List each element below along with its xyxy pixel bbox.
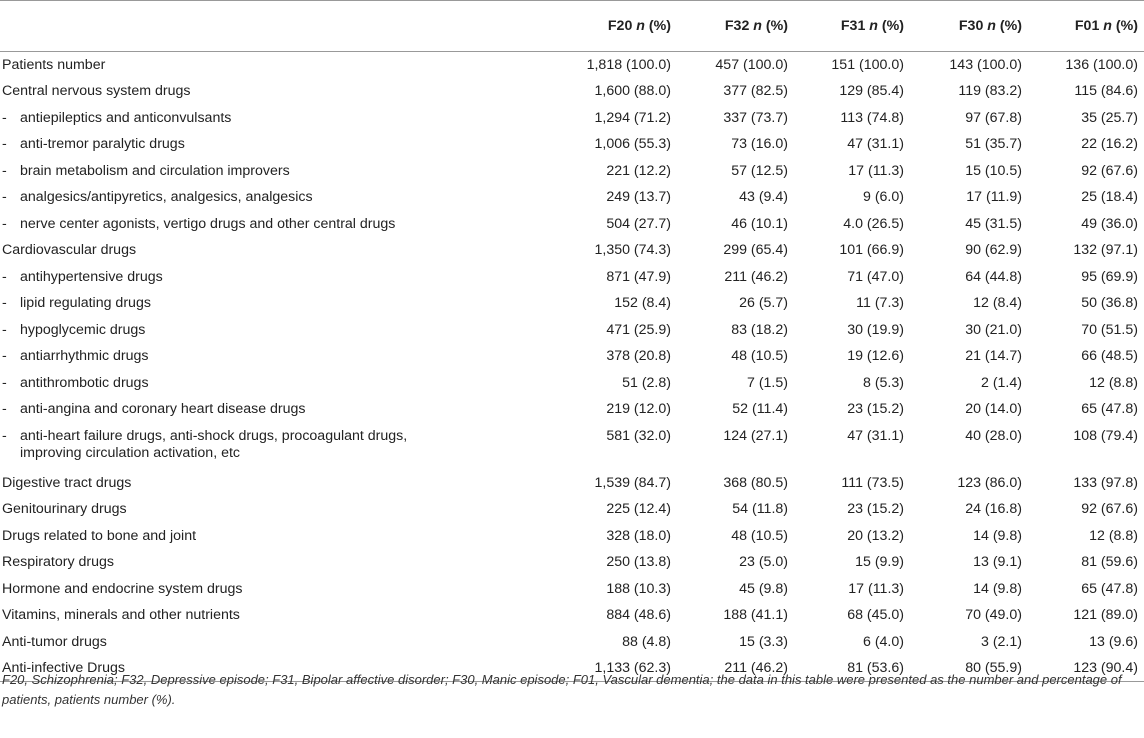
table-row — [0, 396, 1144, 423]
value-cell-f31: 6 (4.0) — [862, 633, 904, 650]
value-cell-f31: 20 (13.2) — [847, 527, 904, 544]
row-label-cell — [0, 184, 460, 211]
row-label-cell — [0, 131, 460, 158]
value-cell-f32: 337 (73.7) — [723, 109, 788, 126]
column-pct: (%) — [881, 17, 904, 34]
value-cell-f30: 80 (55.9) — [910, 655, 1028, 682]
row-label-cell — [0, 549, 460, 576]
value-cell-f31: 15 (9.9) — [855, 554, 904, 570]
sub-item-dash: - — [2, 215, 7, 232]
value-cell-f30: 123 (86.0) — [957, 474, 1022, 491]
value-cell-f01: 49 (36.0) — [1081, 215, 1138, 232]
row-label: brain metabolism and circulation improvers — [20, 162, 290, 179]
value-cell-f32: 54 (11.8) — [732, 501, 788, 517]
column-n: n — [987, 17, 996, 34]
row-label-cell — [0, 264, 460, 291]
sub-item-dash: - — [2, 401, 7, 417]
row-label-cell — [0, 496, 460, 523]
value-cell-f30: 3 (2.1) — [980, 633, 1022, 650]
value-cell-f31: 23 (15.2) — [847, 501, 904, 517]
value-cell-f20: 471 (25.9) — [606, 321, 671, 338]
table-row — [0, 343, 1144, 370]
row-label: analgesics/antipyretics, analgesics, analgesics — [20, 189, 313, 205]
value-cell-f32: 57 (12.5) — [731, 162, 788, 179]
column-n: n — [636, 17, 645, 34]
table-row — [0, 290, 1144, 317]
value-cell-f20: 1,350 (74.3) — [594, 242, 671, 258]
value-cell-f01: 92 (67.6) — [1081, 501, 1138, 517]
value-cell-f32: 52 (11.4) — [732, 401, 788, 417]
row-label: antihypertensive drugs — [20, 268, 163, 285]
value-cell-f30: 40 (28.0) — [965, 427, 1022, 444]
row-label: nerve center agonists, vertigo drugs and other central drugs — [20, 215, 396, 232]
table-row — [0, 264, 1144, 291]
sub-item-dash: - — [2, 189, 7, 205]
row-label-cell — [0, 211, 460, 238]
table-row — [0, 496, 1144, 523]
value-cell-f01: 123 (90.4) — [1028, 655, 1144, 682]
value-cell-f20: 225 (12.4) — [606, 501, 671, 517]
table-row — [0, 602, 1144, 629]
value-cell-f31: 81 (53.6) — [794, 655, 910, 682]
value-cell-f20: 378 (20.8) — [606, 348, 671, 364]
value-cell-f20: 884 (48.6) — [606, 607, 671, 623]
row-label: anti-angina and coronary heart disease drugs — [20, 401, 306, 417]
value-cell-f32: 26 (5.7) — [739, 295, 788, 311]
value-cell-f01: 65 (47.8) — [1081, 401, 1138, 417]
row-label: Respiratory drugs — [2, 554, 114, 570]
row-label: Cardiovascular drugs — [2, 242, 137, 258]
value-cell-f31: 19 (12.6) — [847, 348, 904, 364]
value-cell-f31: 47 (31.1) — [847, 136, 904, 152]
value-cell-f30: 70 (49.0) — [965, 607, 1022, 623]
table-row — [0, 184, 1144, 211]
value-cell-f30: 119 (83.2) — [958, 83, 1022, 99]
value-cell-f01: 65 (47.8) — [1081, 580, 1138, 597]
value-cell-f31: 8 (5.3) — [862, 374, 904, 391]
row-label-cell — [0, 629, 460, 656]
value-cell-f01: 121 (89.0) — [1073, 607, 1138, 623]
row-label: Patients number — [2, 57, 106, 73]
table-row — [0, 523, 1144, 550]
column-header-f01 — [1028, 1, 1144, 52]
value-cell-f32: 23 (5.0) — [739, 554, 788, 570]
table-row — [0, 629, 1144, 656]
column-pct: (%) — [648, 17, 671, 34]
value-cell-f20: 152 (8.4) — [614, 295, 671, 311]
row-label: Anti-tumor drugs — [2, 633, 107, 650]
sub-item-dash: - — [2, 348, 7, 364]
table-row — [0, 423, 1144, 470]
value-cell-f01: 133 (97.8) — [1073, 474, 1138, 491]
row-label: antiepileptics and anticonvulsants — [20, 109, 232, 126]
row-label: Anti-infective Drugs — [2, 660, 126, 676]
row-label: hypoglycemic drugs — [20, 321, 146, 338]
value-cell-f32: 299 (65.4) — [723, 242, 788, 258]
value-cell-f20: 581 (32.0) — [606, 427, 671, 444]
sub-item-dash: - — [2, 321, 7, 338]
value-cell-f20: 88 (4.8) — [622, 633, 671, 650]
column-n: n — [869, 17, 878, 34]
column-code: F30 — [958, 17, 984, 34]
value-cell-f20: 1,133 (62.3) — [460, 655, 677, 682]
value-cell-f20: 504 (27.7) — [606, 215, 671, 232]
table-row — [0, 237, 1144, 264]
value-cell-f31: 17 (11.3) — [848, 580, 904, 597]
value-cell-f30: 15 (10.5) — [965, 162, 1022, 179]
value-cell-f01: 70 (51.5) — [1081, 321, 1138, 338]
row-label-cell — [0, 290, 460, 317]
value-cell-f30: 90 (62.9) — [965, 242, 1022, 258]
value-cell-f32: 46 (10.1) — [731, 215, 788, 232]
table-row — [0, 52, 1144, 79]
value-cell-f31: 30 (19.9) — [847, 321, 904, 338]
row-label-cell — [0, 370, 460, 397]
value-cell-f30: 21 (14.7) — [965, 348, 1022, 364]
value-cell-f32: 457 (100.0) — [715, 57, 788, 73]
sub-item-dash: - — [2, 162, 7, 179]
value-cell-f30: 17 (11.9) — [966, 189, 1022, 205]
value-cell-f30: 24 (16.8) — [965, 501, 1022, 517]
value-cell-f01: 66 (48.5) — [1081, 348, 1138, 364]
value-cell-f30: 51 (35.7) — [965, 136, 1022, 152]
table-row — [0, 131, 1144, 158]
table-header — [0, 1, 1144, 52]
value-cell-f32: 377 (82.5) — [723, 83, 788, 99]
value-cell-f32: 15 (3.3) — [739, 633, 788, 650]
value-cell-f01: 12 (8.8) — [1089, 374, 1138, 391]
table-row — [0, 470, 1144, 497]
row-label-cell — [0, 105, 460, 132]
value-cell-f31: 47 (31.1) — [847, 427, 904, 444]
value-cell-f01: 13 (9.6) — [1089, 633, 1138, 650]
column-code: F32 — [724, 17, 750, 34]
row-label: Drugs related to bone and joint — [2, 527, 197, 544]
table-row — [0, 317, 1144, 344]
value-cell-f31: 151 (100.0) — [831, 57, 904, 73]
value-cell-f30: 12 (8.4) — [973, 295, 1022, 311]
value-cell-f32: 48 (10.5) — [731, 527, 788, 544]
header-label-cell — [0, 1, 460, 52]
table-row — [0, 78, 1144, 105]
value-cell-f32: 83 (18.2) — [731, 321, 788, 338]
row-label-cell — [0, 78, 460, 105]
value-cell-f20: 188 (10.3) — [606, 580, 671, 597]
value-cell-f01: 132 (97.1) — [1073, 242, 1138, 258]
row-label-cell — [0, 237, 460, 264]
table-body — [0, 52, 1144, 682]
row-label-cell — [0, 158, 460, 185]
value-cell-f30: 30 (21.0) — [965, 321, 1022, 338]
value-cell-f30: 14 (9.8) — [973, 580, 1022, 597]
value-cell-f20: 328 (18.0) — [606, 527, 671, 544]
value-cell-f30: 143 (100.0) — [949, 57, 1022, 73]
table-row — [0, 105, 1144, 132]
column-code: F31 — [840, 17, 866, 34]
value-cell-f20: 219 (12.0) — [606, 401, 671, 417]
value-cell-f32: 211 (46.2) — [677, 655, 794, 682]
row-label-cell — [0, 602, 460, 629]
row-label: Vitamins, minerals and other nutrients — [2, 607, 240, 623]
table-row — [0, 211, 1144, 238]
value-cell-f32: 48 (10.5) — [731, 348, 788, 364]
value-cell-f20: 1,818 (100.0) — [586, 57, 671, 73]
column-code: F01 — [1074, 17, 1100, 34]
value-cell-f20: 51 (2.8) — [622, 374, 671, 391]
value-cell-f32: 368 (80.5) — [723, 474, 788, 491]
value-cell-f20: 871 (47.9) — [606, 268, 671, 285]
value-cell-f20: 1,294 (71.2) — [594, 109, 671, 126]
row-label: antithrombotic drugs — [20, 374, 149, 391]
row-label-cell — [0, 52, 460, 79]
value-cell-f01: 50 (36.8) — [1081, 295, 1138, 311]
value-cell-f31: 9 (6.0) — [862, 189, 904, 205]
column-header-f20 — [460, 1, 677, 52]
value-cell-f01: 81 (59.6) — [1081, 554, 1138, 570]
column-header-f32 — [677, 1, 794, 52]
value-cell-f30: 14 (9.8) — [973, 527, 1022, 544]
table-row — [0, 158, 1144, 185]
value-cell-f30: 20 (14.0) — [965, 401, 1022, 417]
table-row — [0, 370, 1144, 397]
row-label-cell — [0, 423, 460, 470]
value-cell-f32: 124 (27.1) — [723, 427, 788, 444]
row-label-cell — [0, 576, 460, 603]
value-cell-f31: 113 (74.8) — [840, 109, 904, 126]
row-label: Central nervous system drugs — [2, 83, 191, 99]
value-cell-f20: 1,600 (88.0) — [594, 83, 671, 99]
value-cell-f01: 136 (100.0) — [1065, 57, 1138, 73]
value-cell-f30: 13 (9.1) — [973, 554, 1022, 570]
value-cell-f01: 35 (25.7) — [1081, 109, 1138, 126]
value-cell-f32: 43 (9.4) — [739, 189, 788, 205]
row-label-cell — [0, 470, 460, 497]
value-cell-f31: 4.0 (26.5) — [843, 215, 904, 232]
sub-item-dash: - — [2, 374, 7, 391]
value-cell-f31: 129 (85.4) — [839, 83, 904, 99]
value-cell-f30: 2 (1.4) — [980, 374, 1022, 391]
table-row — [0, 576, 1144, 603]
table-footnote: F20, Schizophrenia; F32, Depressive episode; F31, Bipolar affective disorder; F30, Manic episode; F01, Vascular dementia; the data in this table were presented as the number and percentage of patients, patients number (%). — [2, 672, 1122, 707]
row-label-cell — [0, 317, 460, 344]
header-row — [0, 1, 1144, 52]
value-cell-f31: 68 (45.0) — [847, 607, 904, 623]
column-n: n — [753, 17, 762, 34]
column-pct: (%) — [999, 17, 1022, 34]
sub-item-dash: - — [2, 295, 7, 311]
row-label: anti-tremor paralytic drugs — [20, 136, 185, 152]
value-cell-f01: 25 (18.4) — [1081, 189, 1138, 205]
column-pct: (%) — [765, 17, 788, 34]
column-n: n — [1103, 17, 1112, 34]
row-label: anti-heart failure drugs, anti-shock drugs, procoagulant drugs, improving circulation activation, etc — [20, 427, 408, 461]
value-cell-f31: 111 (73.5) — [841, 474, 904, 491]
value-cell-f20: 250 (13.8) — [606, 554, 671, 570]
value-cell-f31: 11 (7.3) — [856, 295, 904, 311]
sub-item-dash: - — [2, 427, 7, 444]
value-cell-f31: 17 (11.3) — [848, 162, 904, 179]
column-pct: (%) — [1115, 17, 1138, 34]
column-header-f31 — [794, 1, 910, 52]
value-cell-f32: 188 (41.1) — [723, 607, 788, 623]
value-cell-f20: 1,006 (55.3) — [594, 136, 671, 152]
column-code: F20 — [607, 17, 633, 34]
value-cell-f31: 101 (66.9) — [839, 242, 904, 258]
value-cell-f32: 73 (16.0) — [731, 136, 788, 152]
row-label: Genitourinary drugs — [2, 501, 127, 517]
sub-item-dash: - — [2, 268, 7, 285]
row-label: antiarrhythmic drugs — [20, 348, 149, 364]
value-cell-f30: 45 (31.5) — [965, 215, 1022, 232]
value-cell-f32: 211 (46.2) — [724, 268, 788, 285]
table-row — [0, 549, 1144, 576]
value-cell-f32: 7 (1.5) — [746, 374, 788, 391]
value-cell-f01: 22 (16.2) — [1081, 136, 1138, 152]
value-cell-f01: 12 (8.8) — [1089, 527, 1138, 544]
row-label-cell — [0, 343, 460, 370]
sub-item-dash: - — [2, 136, 7, 152]
row-label: Digestive tract drugs — [2, 474, 132, 491]
value-cell-f31: 71 (47.0) — [847, 268, 904, 285]
value-cell-f30: 97 (67.8) — [965, 109, 1022, 126]
row-label-cell — [0, 523, 460, 550]
value-cell-f32: 45 (9.8) — [739, 580, 788, 597]
value-cell-f01: 95 (69.9) — [1081, 268, 1138, 285]
value-cell-f20: 1,539 (84.7) — [594, 474, 671, 491]
sub-item-dash: - — [2, 109, 7, 126]
column-header-f30 — [910, 1, 1028, 52]
value-cell-f01: 108 (79.4) — [1073, 427, 1138, 444]
value-cell-f20: 249 (13.7) — [606, 189, 671, 205]
value-cell-f31: 23 (15.2) — [847, 401, 904, 417]
value-cell-f01: 92 (67.6) — [1081, 162, 1138, 179]
row-label-cell — [0, 396, 460, 423]
row-label: lipid regulating drugs — [20, 295, 151, 311]
value-cell-f01: 115 (84.6) — [1074, 83, 1138, 99]
row-label: Hormone and endocrine system drugs — [2, 580, 243, 597]
value-cell-f30: 64 (44.8) — [965, 268, 1022, 285]
value-cell-f20: 221 (12.2) — [606, 162, 671, 179]
